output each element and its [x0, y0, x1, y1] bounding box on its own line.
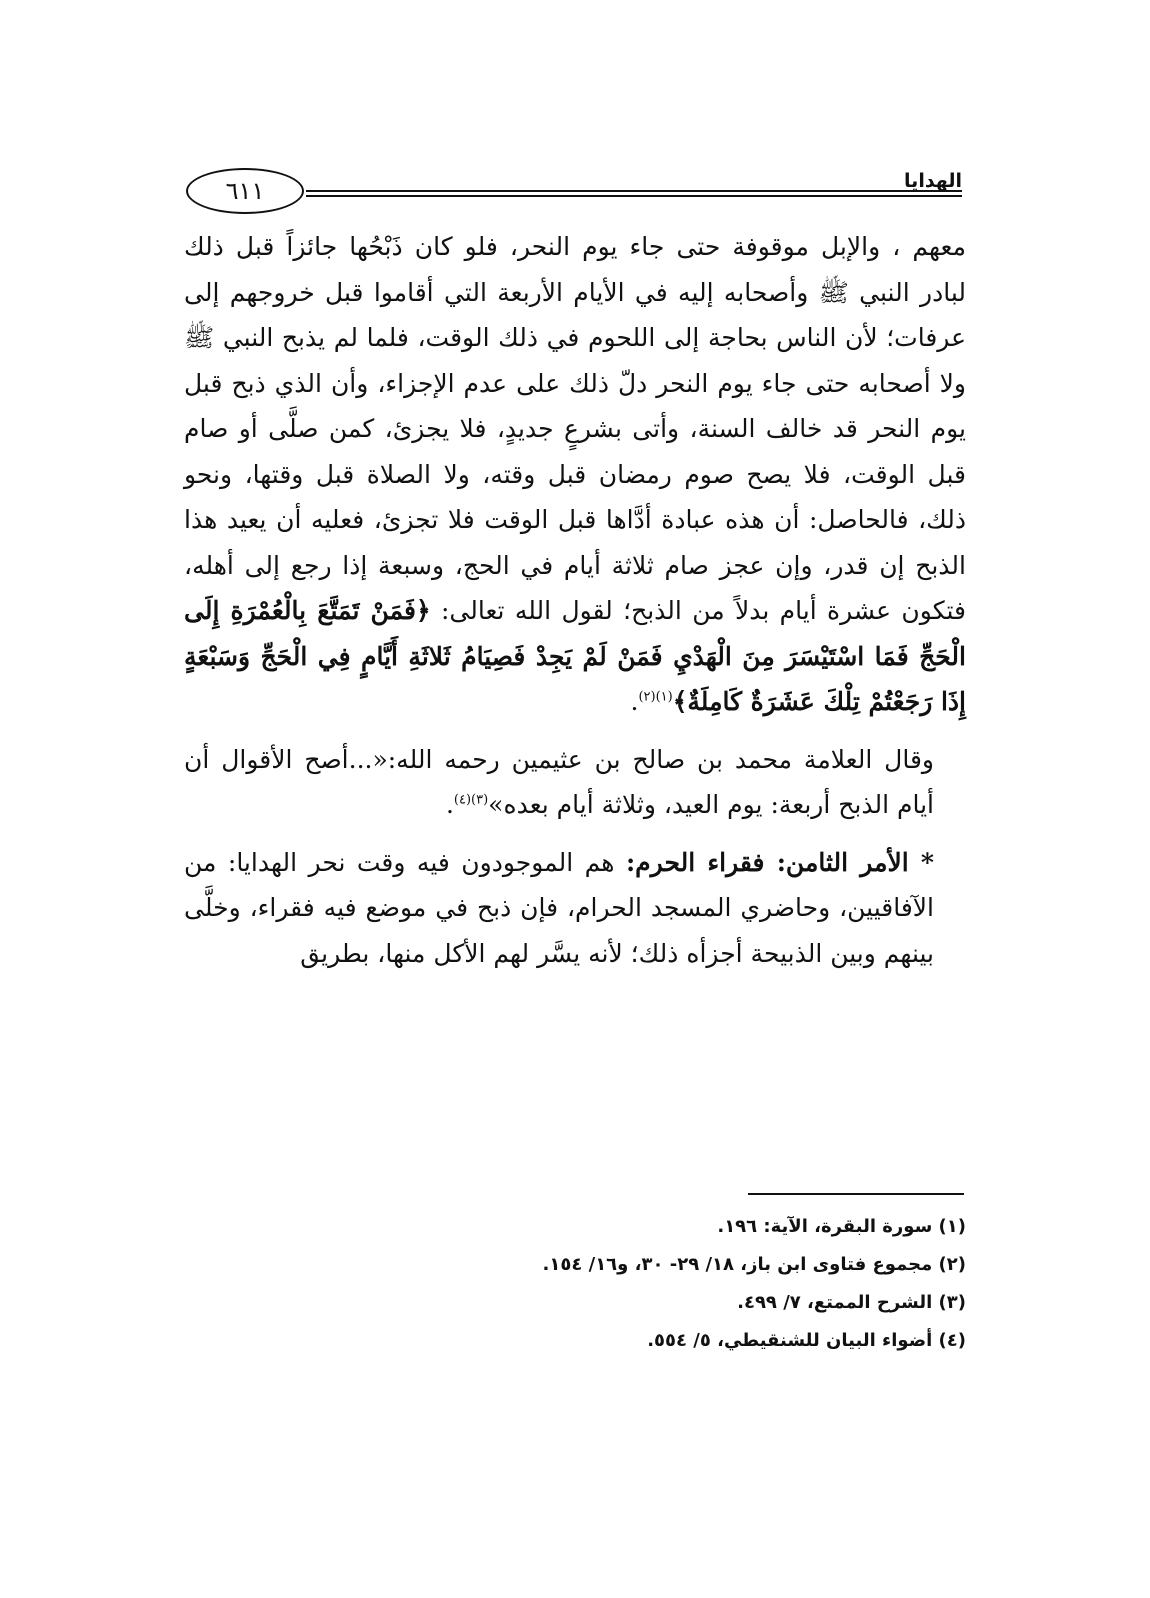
footnote-item: (٢) مجموع فتاوى ابن باز، ١٨/ ٢٩- ٣٠، و١٦/ ١٥٤. [542, 1254, 966, 1275]
paragraph-1-end: . [630, 687, 639, 716]
footnote-ref: (٣)(٤) [453, 792, 489, 808]
footnote-ref: (١)(٢) [638, 689, 673, 705]
paragraph-1-text: معهم ، والإبل موقوفة حتى جاء يوم النحر، فلو كان ذَبْحُها جائزاً قبل ذلك لبادر النبي ﷺ وأصحابه إليه في الأيام الأربعة التي أقاموا قبل خروجهم إلى عرفات؛ لأن الناس بحاجة إلى اللحوم في ذلك الوقت، فلما لم يذبح النبي ﷺ ولا أصحابه حتى جاء يوم النحر دلّ ذلك على عدم الإجزاء، وأن الذي ذبح قبل يوم النحر قد خالف السنة، وأتى بشرعٍ جديدٍ، فلا يجزئ، كمن صلَّى أو صام قبل الوقت، فلا يصح صوم رمضان قبل وقته، ولا الصلاة قبل وقتها، ونحو ذلك، فالحاصل: أن هذه عبادة أدَّاها قبل الوقت فلا تجزئ، فعليه أن يعيد هذا الذبح إن قدر، وإن عجز صام ثلاثة أيام في الحج، وسبعة إذا رجع إلى أهله، فتكون عشرة أيام بدلاً من الذبح؛ لقول الله تعالى: [184, 232, 967, 625]
footnote-item: (٣) الشرح الممتع، ٧/ ٤٩٩. [737, 1292, 966, 1313]
page-header [186, 168, 962, 222]
paragraph-2-text: وقال العلامة محمد بن صالح بن عثيمين رحمه الله:«...أصح الأقوال أن أيام الذبح أربعة: يوم العيد، وثلاثة أيام بعده» [184, 744, 934, 819]
footnote-item: (٤) أضواء البيان للشنقيطي، ٥/ ٥٥٤. [647, 1330, 966, 1351]
paragraph-2 [184, 737, 966, 828]
footnote-item: (١) سورة البقرة، الآية: ١٩٦. [717, 1216, 966, 1237]
main-text [184, 224, 966, 976]
quran-verse: ﴿فَمَنْ تَمَتَّعَ بِالْعُمْرَةِ إِلَى الْحَجِّ فَمَا اسْتَيْسَرَ مِنَ الْهَدْيِ فَمَنْ لَمْ يَجِدْ فَصِيَامُ ثَلاثَةِ أَيَّامٍ فِي الْحَجِّ وَسَبْعَةٍ إِذَا رَجَعْتُمْ تِلْكَ عَشَرَةٌ كَامِلَةٌ﴾ [184, 596, 966, 716]
paragraph-3 [184, 840, 966, 977]
footnotes [184, 1208, 966, 1360]
section-heading: * الأمر الثامن: فقراء الحرم: [625, 847, 934, 877]
paragraph-2-end: . [445, 790, 454, 819]
paragraph-3-text: هم الموجودون فيه وقت نحر الهدايا: من الآفاقيين، وحاضري المسجد الحرام، فإن ذبح في موضع فيه فقراء، وخلَّى بينهم وبين الذبيحة أجزأه ذلك؛ لأنه يسَّر لهم الأكل منها، بطريق [184, 847, 934, 968]
header-rule-double [306, 195, 962, 197]
paragraph-1 [184, 224, 966, 725]
header-rule [306, 190, 962, 192]
running-title: الهدايا [904, 170, 962, 192]
page-number: ٦١١ [186, 168, 304, 214]
footnote-divider [748, 1193, 964, 1195]
